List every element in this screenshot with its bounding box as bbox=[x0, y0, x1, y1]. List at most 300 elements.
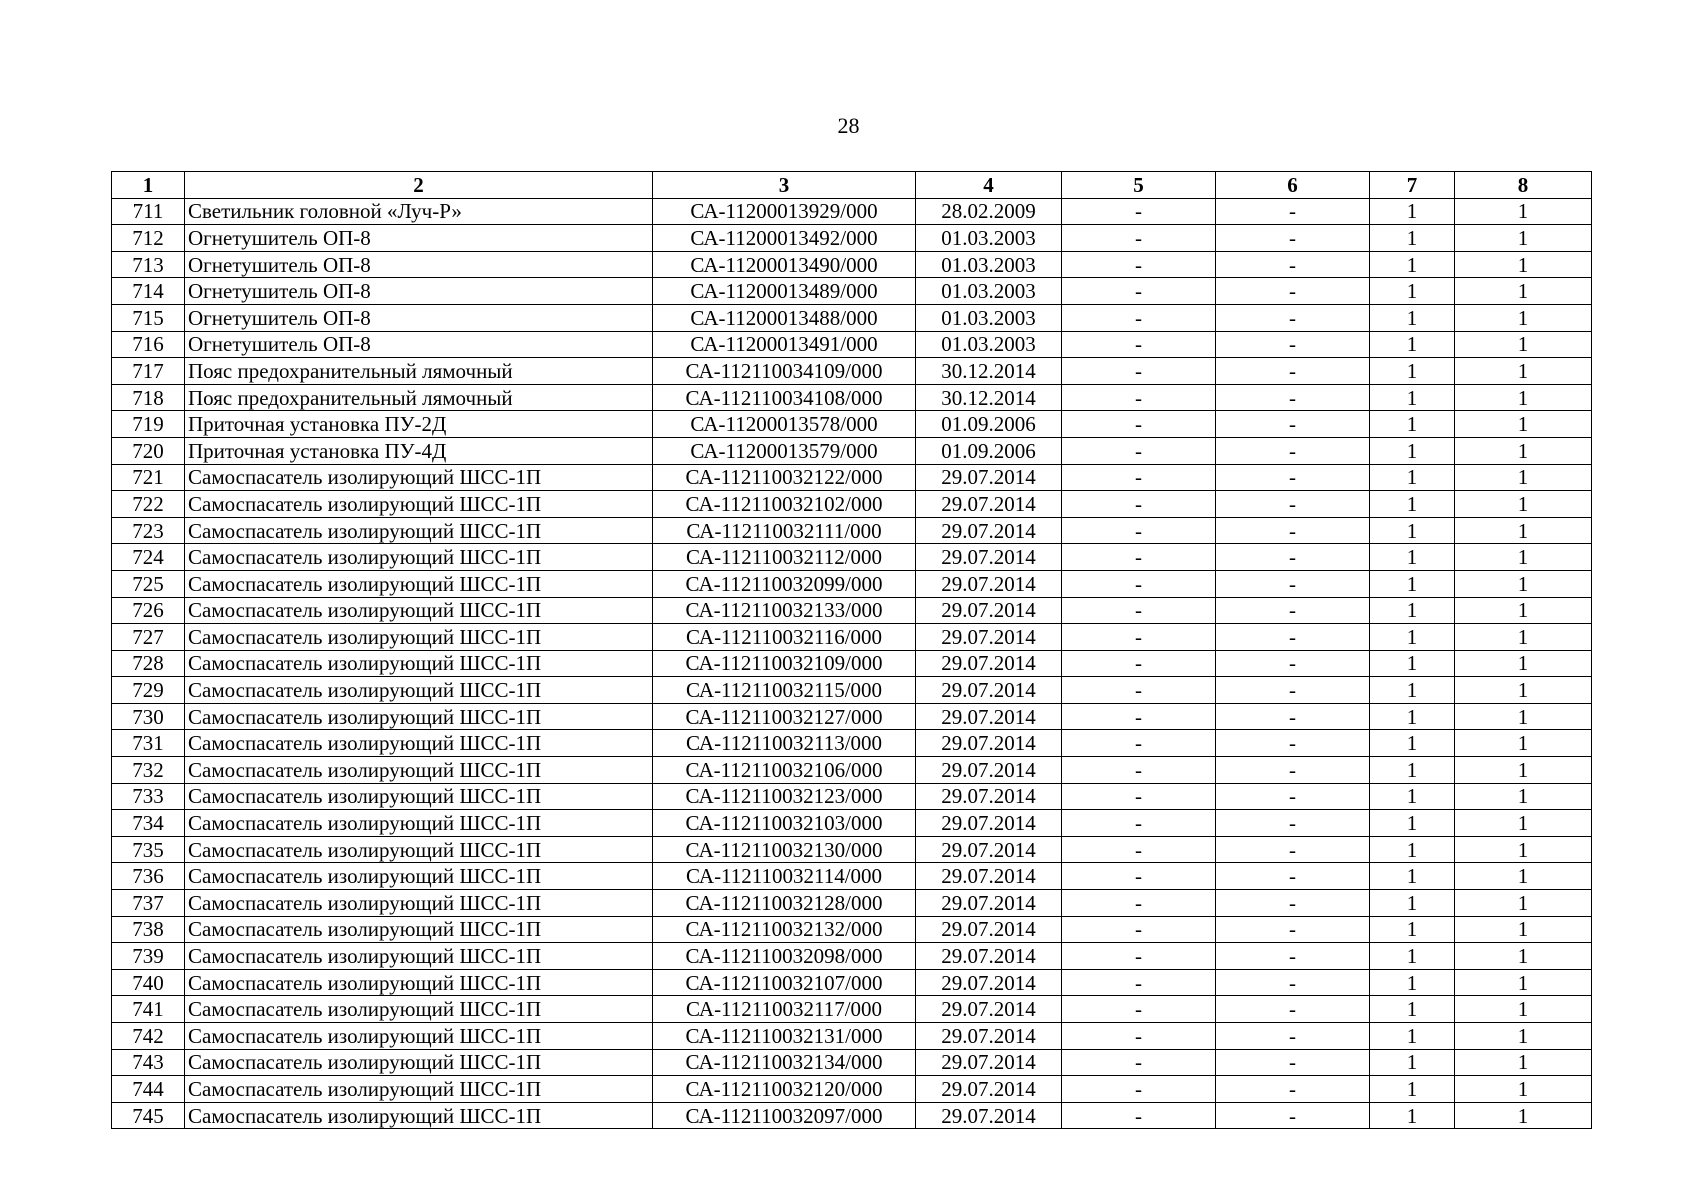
inventory-code-cell: СА-112110032103/000 bbox=[653, 810, 916, 837]
item-name-cell: Огнетушитель ОП-8 bbox=[185, 251, 653, 278]
inventory-code-cell: СА-112110032097/000 bbox=[653, 1102, 916, 1129]
row-number-cell: 739 bbox=[112, 943, 185, 970]
column-6-cell: - bbox=[1216, 703, 1370, 730]
item-name-cell: Самоспасатель изолирующий ШСС-1П bbox=[185, 677, 653, 704]
column-6-cell: - bbox=[1216, 783, 1370, 810]
header-row bbox=[112, 172, 1592, 199]
table-row bbox=[112, 1023, 1592, 1050]
column-7-cell: 1 bbox=[1370, 491, 1455, 518]
item-name-cell: Самоспасатель изолирующий ШСС-1П bbox=[185, 757, 653, 784]
table-row bbox=[112, 1102, 1592, 1129]
inventory-code-cell: СА-11200013492/000 bbox=[653, 225, 916, 252]
inventory-code-cell: СА-112110032112/000 bbox=[653, 544, 916, 571]
column-7-cell: 1 bbox=[1370, 225, 1455, 252]
column-7-cell: 1 bbox=[1370, 703, 1455, 730]
column-header: 6 bbox=[1216, 172, 1370, 199]
item-name-cell: Самоспасатель изолирующий ШСС-1П bbox=[185, 624, 653, 651]
column-8-cell: 1 bbox=[1455, 597, 1592, 624]
column-header: 5 bbox=[1062, 172, 1216, 199]
date-cell: 29.07.2014 bbox=[916, 996, 1062, 1023]
row-number-cell: 719 bbox=[112, 411, 185, 438]
column-8-cell: 1 bbox=[1455, 757, 1592, 784]
column-7-cell: 1 bbox=[1370, 597, 1455, 624]
row-number-cell: 729 bbox=[112, 677, 185, 704]
column-6-cell: - bbox=[1216, 304, 1370, 331]
column-6-cell: - bbox=[1216, 384, 1370, 411]
table-row bbox=[112, 810, 1592, 837]
table-row bbox=[112, 650, 1592, 677]
column-6-cell: - bbox=[1216, 836, 1370, 863]
table-row bbox=[112, 757, 1592, 784]
column-5-cell: - bbox=[1062, 757, 1216, 784]
column-6-cell: - bbox=[1216, 1076, 1370, 1103]
row-number-cell: 724 bbox=[112, 544, 185, 571]
date-cell: 29.07.2014 bbox=[916, 943, 1062, 970]
column-header: 7 bbox=[1370, 172, 1455, 199]
inventory-code-cell: СА-11200013489/000 bbox=[653, 278, 916, 305]
date-cell: 01.03.2003 bbox=[916, 251, 1062, 278]
column-7-cell: 1 bbox=[1370, 677, 1455, 704]
column-8-cell: 1 bbox=[1455, 491, 1592, 518]
column-5-cell: - bbox=[1062, 437, 1216, 464]
row-number-cell: 741 bbox=[112, 996, 185, 1023]
item-name-cell: Самоспасатель изолирующий ШСС-1П bbox=[185, 1102, 653, 1129]
item-name-cell: Самоспасатель изолирующий ШСС-1П bbox=[185, 570, 653, 597]
date-cell: 30.12.2014 bbox=[916, 358, 1062, 385]
column-7-cell: 1 bbox=[1370, 437, 1455, 464]
column-8-cell: 1 bbox=[1455, 517, 1592, 544]
inventory-code-cell: СА-112110032102/000 bbox=[653, 491, 916, 518]
item-name-cell: Самоспасатель изолирующий ШСС-1П bbox=[185, 703, 653, 730]
inventory-code-cell: СА-112110032122/000 bbox=[653, 464, 916, 491]
column-6-cell: - bbox=[1216, 730, 1370, 757]
column-6-cell: - bbox=[1216, 251, 1370, 278]
row-number-cell: 721 bbox=[112, 464, 185, 491]
date-cell: 29.07.2014 bbox=[916, 464, 1062, 491]
column-7-cell: 1 bbox=[1370, 969, 1455, 996]
column-header: 2 bbox=[185, 172, 653, 199]
item-name-cell: Огнетушитель ОП-8 bbox=[185, 278, 653, 305]
column-8-cell: 1 bbox=[1455, 304, 1592, 331]
row-number-cell: 742 bbox=[112, 1023, 185, 1050]
column-5-cell: - bbox=[1062, 703, 1216, 730]
row-number-cell: 727 bbox=[112, 624, 185, 651]
row-number-cell: 718 bbox=[112, 384, 185, 411]
column-7-cell: 1 bbox=[1370, 358, 1455, 385]
column-header: 8 bbox=[1455, 172, 1592, 199]
column-7-cell: 1 bbox=[1370, 624, 1455, 651]
date-cell: 29.07.2014 bbox=[916, 1076, 1062, 1103]
column-7-cell: 1 bbox=[1370, 251, 1455, 278]
date-cell: 29.07.2014 bbox=[916, 810, 1062, 837]
column-5-cell: - bbox=[1062, 996, 1216, 1023]
column-6-cell: - bbox=[1216, 570, 1370, 597]
column-6-cell: - bbox=[1216, 996, 1370, 1023]
date-cell: 29.07.2014 bbox=[916, 836, 1062, 863]
table-row bbox=[112, 464, 1592, 491]
column-6-cell: - bbox=[1216, 225, 1370, 252]
table-row bbox=[112, 969, 1592, 996]
item-name-cell: Самоспасатель изолирующий ШСС-1П bbox=[185, 836, 653, 863]
row-number-cell: 717 bbox=[112, 358, 185, 385]
column-8-cell: 1 bbox=[1455, 810, 1592, 837]
column-7-cell: 1 bbox=[1370, 570, 1455, 597]
row-number-cell: 734 bbox=[112, 810, 185, 837]
inventory-code-cell: СА-112110032109/000 bbox=[653, 650, 916, 677]
item-name-cell: Самоспасатель изолирующий ШСС-1П bbox=[185, 969, 653, 996]
row-number-cell: 740 bbox=[112, 969, 185, 996]
inventory-code-cell: СА-11200013579/000 bbox=[653, 437, 916, 464]
table-row bbox=[112, 890, 1592, 917]
column-7-cell: 1 bbox=[1370, 810, 1455, 837]
table-body bbox=[112, 198, 1592, 1129]
item-name-cell: Огнетушитель ОП-8 bbox=[185, 225, 653, 252]
column-7-cell: 1 bbox=[1370, 384, 1455, 411]
column-5-cell: - bbox=[1062, 304, 1216, 331]
column-8-cell: 1 bbox=[1455, 331, 1592, 358]
item-name-cell: Самоспасатель изолирующий ШСС-1П bbox=[185, 1076, 653, 1103]
column-7-cell: 1 bbox=[1370, 996, 1455, 1023]
column-6-cell: - bbox=[1216, 1049, 1370, 1076]
inventory-code-cell: СА-112110032120/000 bbox=[653, 1076, 916, 1103]
column-6-cell: - bbox=[1216, 278, 1370, 305]
table-row bbox=[112, 278, 1592, 305]
column-7-cell: 1 bbox=[1370, 278, 1455, 305]
inventory-code-cell: СА-112110032115/000 bbox=[653, 677, 916, 704]
row-number-cell: 730 bbox=[112, 703, 185, 730]
column-6-cell: - bbox=[1216, 1102, 1370, 1129]
column-5-cell: - bbox=[1062, 225, 1216, 252]
date-cell: 29.07.2014 bbox=[916, 1049, 1062, 1076]
column-6-cell: - bbox=[1216, 544, 1370, 571]
row-number-cell: 733 bbox=[112, 783, 185, 810]
table-row bbox=[112, 384, 1592, 411]
column-6-cell: - bbox=[1216, 863, 1370, 890]
date-cell: 29.07.2014 bbox=[916, 677, 1062, 704]
row-number-cell: 735 bbox=[112, 836, 185, 863]
item-name-cell: Самоспасатель изолирующий ШСС-1П bbox=[185, 597, 653, 624]
date-cell: 29.07.2014 bbox=[916, 863, 1062, 890]
row-number-cell: 720 bbox=[112, 437, 185, 464]
column-5-cell: - bbox=[1062, 597, 1216, 624]
row-number-cell: 731 bbox=[112, 730, 185, 757]
item-name-cell: Самоспасатель изолирующий ШСС-1П bbox=[185, 650, 653, 677]
item-name-cell: Самоспасатель изолирующий ШСС-1П bbox=[185, 943, 653, 970]
column-6-cell: - bbox=[1216, 437, 1370, 464]
row-number-cell: 743 bbox=[112, 1049, 185, 1076]
inventory-code-cell: СА-11200013491/000 bbox=[653, 331, 916, 358]
date-cell: 29.07.2014 bbox=[916, 783, 1062, 810]
column-header: 1 bbox=[112, 172, 185, 199]
column-5-cell: - bbox=[1062, 491, 1216, 518]
date-cell: 01.03.2003 bbox=[916, 225, 1062, 252]
item-name-cell: Самоспасатель изолирующий ШСС-1П bbox=[185, 810, 653, 837]
date-cell: 01.09.2006 bbox=[916, 411, 1062, 438]
column-7-cell: 1 bbox=[1370, 650, 1455, 677]
column-7-cell: 1 bbox=[1370, 916, 1455, 943]
date-cell: 01.03.2003 bbox=[916, 304, 1062, 331]
row-number-cell: 723 bbox=[112, 517, 185, 544]
column-5-cell: - bbox=[1062, 677, 1216, 704]
column-7-cell: 1 bbox=[1370, 863, 1455, 890]
column-8-cell: 1 bbox=[1455, 1076, 1592, 1103]
table-row bbox=[112, 304, 1592, 331]
column-6-cell: - bbox=[1216, 624, 1370, 651]
row-number-cell: 737 bbox=[112, 890, 185, 917]
column-5-cell: - bbox=[1062, 1076, 1216, 1103]
column-5-cell: - bbox=[1062, 730, 1216, 757]
table-row bbox=[112, 544, 1592, 571]
column-6-cell: - bbox=[1216, 757, 1370, 784]
column-8-cell: 1 bbox=[1455, 1023, 1592, 1050]
column-7-cell: 1 bbox=[1370, 1023, 1455, 1050]
item-name-cell: Самоспасатель изолирующий ШСС-1П bbox=[185, 491, 653, 518]
column-5-cell: - bbox=[1062, 650, 1216, 677]
column-8-cell: 1 bbox=[1455, 358, 1592, 385]
inventory-code-cell: СА-112110032133/000 bbox=[653, 597, 916, 624]
item-name-cell: Самоспасатель изолирующий ШСС-1П bbox=[185, 863, 653, 890]
column-5-cell: - bbox=[1062, 916, 1216, 943]
table-row bbox=[112, 916, 1592, 943]
inventory-code-cell: СА-112110032098/000 bbox=[653, 943, 916, 970]
item-name-cell: Огнетушитель ОП-8 bbox=[185, 304, 653, 331]
column-7-cell: 1 bbox=[1370, 304, 1455, 331]
column-7-cell: 1 bbox=[1370, 730, 1455, 757]
table-row bbox=[112, 1049, 1592, 1076]
column-6-cell: - bbox=[1216, 517, 1370, 544]
column-5-cell: - bbox=[1062, 1023, 1216, 1050]
table-row bbox=[112, 331, 1592, 358]
item-name-cell: Приточная установка ПУ-4Д bbox=[185, 437, 653, 464]
table-row bbox=[112, 437, 1592, 464]
column-7-cell: 1 bbox=[1370, 544, 1455, 571]
inventory-code-cell: СА-11200013929/000 bbox=[653, 198, 916, 225]
item-name-cell: Самоспасатель изолирующий ШСС-1П bbox=[185, 1049, 653, 1076]
column-5-cell: - bbox=[1062, 1049, 1216, 1076]
date-cell: 29.07.2014 bbox=[916, 1023, 1062, 1050]
column-8-cell: 1 bbox=[1455, 411, 1592, 438]
table-row bbox=[112, 996, 1592, 1023]
column-5-cell: - bbox=[1062, 278, 1216, 305]
item-name-cell: Самоспасатель изолирующий ШСС-1П bbox=[185, 916, 653, 943]
inventory-table bbox=[111, 171, 1592, 1129]
inventory-code-cell: СА-112110032116/000 bbox=[653, 624, 916, 651]
column-8-cell: 1 bbox=[1455, 464, 1592, 491]
column-5-cell: - bbox=[1062, 943, 1216, 970]
column-5-cell: - bbox=[1062, 411, 1216, 438]
table-row bbox=[112, 225, 1592, 252]
column-8-cell: 1 bbox=[1455, 650, 1592, 677]
column-8-cell: 1 bbox=[1455, 969, 1592, 996]
column-5-cell: - bbox=[1062, 783, 1216, 810]
item-name-cell: Самоспасатель изолирующий ШСС-1П bbox=[185, 996, 653, 1023]
table-row bbox=[112, 836, 1592, 863]
column-7-cell: 1 bbox=[1370, 331, 1455, 358]
inventory-code-cell: СА-112110034109/000 bbox=[653, 358, 916, 385]
column-7-cell: 1 bbox=[1370, 464, 1455, 491]
column-5-cell: - bbox=[1062, 1102, 1216, 1129]
column-header: 3 bbox=[653, 172, 916, 199]
column-7-cell: 1 bbox=[1370, 890, 1455, 917]
item-name-cell: Приточная установка ПУ-2Д bbox=[185, 411, 653, 438]
column-8-cell: 1 bbox=[1455, 890, 1592, 917]
column-5-cell: - bbox=[1062, 517, 1216, 544]
item-name-cell: Пояс предохранительный лямочный bbox=[185, 358, 653, 385]
date-cell: 29.07.2014 bbox=[916, 703, 1062, 730]
inventory-code-cell: СА-11200013490/000 bbox=[653, 251, 916, 278]
date-cell: 29.07.2014 bbox=[916, 1102, 1062, 1129]
table-row bbox=[112, 570, 1592, 597]
column-8-cell: 1 bbox=[1455, 278, 1592, 305]
column-5-cell: - bbox=[1062, 358, 1216, 385]
date-cell: 29.07.2014 bbox=[916, 650, 1062, 677]
row-number-cell: 725 bbox=[112, 570, 185, 597]
inventory-code-cell: СА-112110032123/000 bbox=[653, 783, 916, 810]
table-row bbox=[112, 677, 1592, 704]
date-cell: 29.07.2014 bbox=[916, 969, 1062, 996]
inventory-code-cell: СА-112110032114/000 bbox=[653, 863, 916, 890]
table-row bbox=[112, 703, 1592, 730]
column-5-cell: - bbox=[1062, 836, 1216, 863]
column-7-cell: 1 bbox=[1370, 411, 1455, 438]
column-6-cell: - bbox=[1216, 810, 1370, 837]
row-number-cell: 732 bbox=[112, 757, 185, 784]
column-6-cell: - bbox=[1216, 331, 1370, 358]
row-number-cell: 711 bbox=[112, 198, 185, 225]
table-row bbox=[112, 491, 1592, 518]
table-row bbox=[112, 517, 1592, 544]
date-cell: 29.07.2014 bbox=[916, 597, 1062, 624]
date-cell: 29.07.2014 bbox=[916, 491, 1062, 518]
column-5-cell: - bbox=[1062, 890, 1216, 917]
column-8-cell: 1 bbox=[1455, 703, 1592, 730]
row-number-cell: 722 bbox=[112, 491, 185, 518]
date-cell: 01.09.2006 bbox=[916, 437, 1062, 464]
table-row bbox=[112, 358, 1592, 385]
column-8-cell: 1 bbox=[1455, 730, 1592, 757]
page-number: 28 bbox=[837, 113, 860, 138]
inventory-code-cell: СА-112110032132/000 bbox=[653, 916, 916, 943]
column-5-cell: - bbox=[1062, 251, 1216, 278]
item-name-cell: Самоспасатель изолирующий ШСС-1П bbox=[185, 517, 653, 544]
column-8-cell: 1 bbox=[1455, 570, 1592, 597]
column-5-cell: - bbox=[1062, 198, 1216, 225]
date-cell: 28.02.2009 bbox=[916, 198, 1062, 225]
inventory-code-cell: СА-112110032127/000 bbox=[653, 703, 916, 730]
column-7-cell: 1 bbox=[1370, 943, 1455, 970]
column-7-cell: 1 bbox=[1370, 517, 1455, 544]
column-5-cell: - bbox=[1062, 464, 1216, 491]
table-row bbox=[112, 198, 1592, 225]
inventory-code-cell: СА-112110034108/000 bbox=[653, 384, 916, 411]
column-5-cell: - bbox=[1062, 969, 1216, 996]
table-row bbox=[112, 411, 1592, 438]
column-5-cell: - bbox=[1062, 570, 1216, 597]
column-8-cell: 1 bbox=[1455, 916, 1592, 943]
column-8-cell: 1 bbox=[1455, 225, 1592, 252]
column-6-cell: - bbox=[1216, 943, 1370, 970]
date-cell: 29.07.2014 bbox=[916, 757, 1062, 784]
column-8-cell: 1 bbox=[1455, 1102, 1592, 1129]
column-5-cell: - bbox=[1062, 331, 1216, 358]
column-8-cell: 1 bbox=[1455, 836, 1592, 863]
column-header: 4 bbox=[916, 172, 1062, 199]
table-row bbox=[112, 730, 1592, 757]
inventory-code-cell: СА-112110032113/000 bbox=[653, 730, 916, 757]
item-name-cell: Самоспасатель изолирующий ШСС-1П bbox=[185, 464, 653, 491]
table-row bbox=[112, 624, 1592, 651]
column-7-cell: 1 bbox=[1370, 198, 1455, 225]
table-row bbox=[112, 597, 1592, 624]
inventory-code-cell: СА-112110032111/000 bbox=[653, 517, 916, 544]
date-cell: 01.03.2003 bbox=[916, 278, 1062, 305]
row-number-cell: 728 bbox=[112, 650, 185, 677]
item-name-cell: Самоспасатель изолирующий ШСС-1П bbox=[185, 783, 653, 810]
column-5-cell: - bbox=[1062, 384, 1216, 411]
column-8-cell: 1 bbox=[1455, 624, 1592, 651]
inventory-code-cell: СА-112110032130/000 bbox=[653, 836, 916, 863]
date-cell: 29.07.2014 bbox=[916, 544, 1062, 571]
column-8-cell: 1 bbox=[1455, 783, 1592, 810]
column-8-cell: 1 bbox=[1455, 943, 1592, 970]
item-name-cell: Самоспасатель изолирующий ШСС-1П bbox=[185, 1023, 653, 1050]
column-7-cell: 1 bbox=[1370, 783, 1455, 810]
date-cell: 01.03.2003 bbox=[916, 331, 1062, 358]
row-number-cell: 745 bbox=[112, 1102, 185, 1129]
inventory-code-cell: СА-112110032131/000 bbox=[653, 1023, 916, 1050]
column-8-cell: 1 bbox=[1455, 251, 1592, 278]
date-cell: 29.07.2014 bbox=[916, 570, 1062, 597]
column-6-cell: - bbox=[1216, 597, 1370, 624]
column-6-cell: - bbox=[1216, 890, 1370, 917]
item-name-cell: Самоспасатель изолирующий ШСС-1П bbox=[185, 890, 653, 917]
table-row bbox=[112, 1076, 1592, 1103]
date-cell: 29.07.2014 bbox=[916, 624, 1062, 651]
column-8-cell: 1 bbox=[1455, 1049, 1592, 1076]
row-number-cell: 715 bbox=[112, 304, 185, 331]
inventory-code-cell: СА-112110032117/000 bbox=[653, 996, 916, 1023]
column-8-cell: 1 bbox=[1455, 677, 1592, 704]
column-7-cell: 1 bbox=[1370, 757, 1455, 784]
row-number-cell: 736 bbox=[112, 863, 185, 890]
column-8-cell: 1 bbox=[1455, 996, 1592, 1023]
row-number-cell: 716 bbox=[112, 331, 185, 358]
column-5-cell: - bbox=[1062, 544, 1216, 571]
column-6-cell: - bbox=[1216, 677, 1370, 704]
column-6-cell: - bbox=[1216, 916, 1370, 943]
column-6-cell: - bbox=[1216, 969, 1370, 996]
column-7-cell: 1 bbox=[1370, 1076, 1455, 1103]
row-number-cell: 713 bbox=[112, 251, 185, 278]
column-5-cell: - bbox=[1062, 863, 1216, 890]
row-number-cell: 744 bbox=[112, 1076, 185, 1103]
column-8-cell: 1 bbox=[1455, 863, 1592, 890]
table-row bbox=[112, 251, 1592, 278]
row-number-cell: 738 bbox=[112, 916, 185, 943]
item-name-cell: Самоспасатель изолирующий ШСС-1П bbox=[185, 544, 653, 571]
row-number-cell: 714 bbox=[112, 278, 185, 305]
inventory-code-cell: СА-112110032134/000 bbox=[653, 1049, 916, 1076]
item-name-cell: Самоспасатель изолирующий ШСС-1П bbox=[185, 730, 653, 757]
date-cell: 29.07.2014 bbox=[916, 890, 1062, 917]
row-number-cell: 712 bbox=[112, 225, 185, 252]
column-7-cell: 1 bbox=[1370, 1049, 1455, 1076]
column-8-cell: 1 bbox=[1455, 384, 1592, 411]
inventory-code-cell: СА-11200013578/000 bbox=[653, 411, 916, 438]
column-6-cell: - bbox=[1216, 464, 1370, 491]
date-cell: 29.07.2014 bbox=[916, 730, 1062, 757]
column-6-cell: - bbox=[1216, 1023, 1370, 1050]
